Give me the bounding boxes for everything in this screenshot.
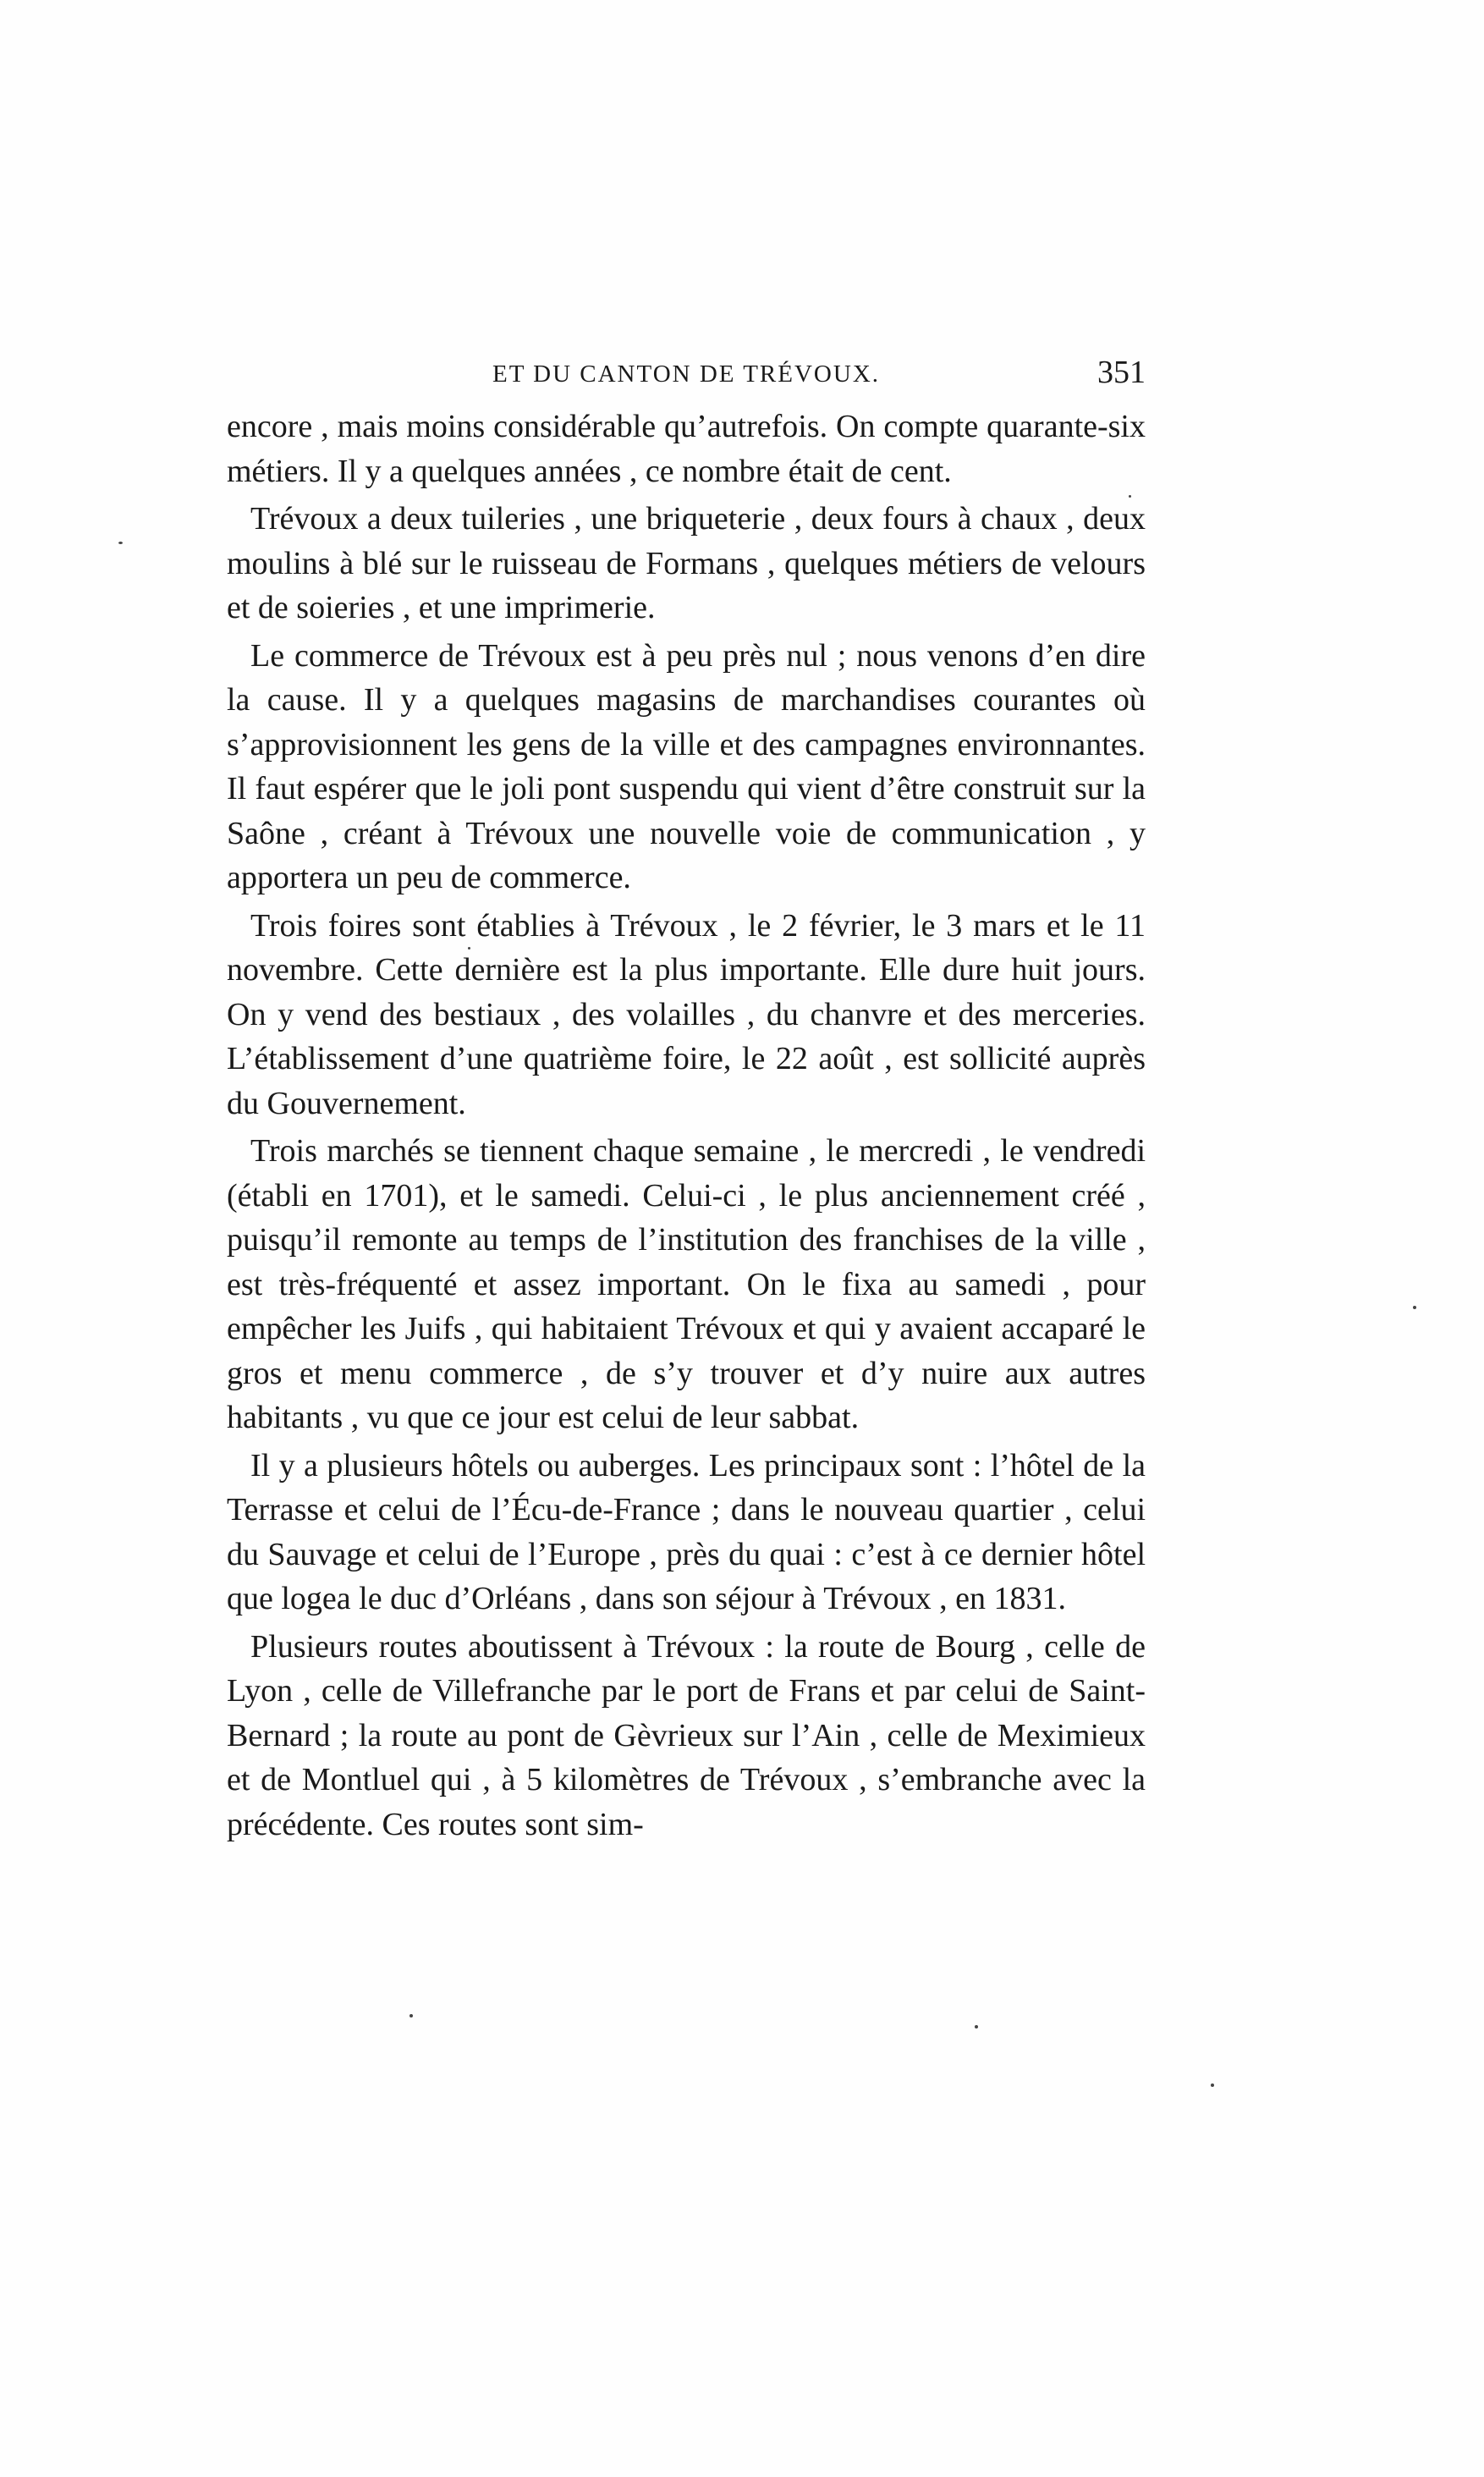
running-head [227, 354, 1146, 396]
scan-speck [1129, 495, 1131, 498]
scan-speck [118, 542, 123, 544]
running-title: ET DU CANTON DE TRÉVOUX. [492, 361, 881, 388]
scan-speck [468, 947, 470, 950]
paragraph: Le commerce de Trévoux est à peu près nul ; nous venons d’en dire la cause. Il y a quelques magasins de marchandises courantes où s’approvisionnent les gens de la ville et des campagnes environnantes. Il faut espérer que le joli pont suspendu qui vient d’être construit sur la Saône , créant à Trévoux une nouvelle voie de communication , y apportera un peu de commerce. [227, 637, 1146, 895]
paragraph: Plusieurs routes aboutissent à Trévoux : la route de Bourg , celle de Lyon , celle de Villefranche par le port de Frans et par celui de Saint-Bernard ; la route au pont de Gèvrieux sur l’Ain , celle de Meximieux et de Montluel qui , à 5 kilomètres de Trévoux , s’embranche avec la précédente. Ces routes sont sim- [227, 1628, 1146, 1842]
paragraph: Trois foires sont établies à Trévoux , le 2 février, le 3 mars et le 11 novembre. Cette dernière est la plus importante. Elle dure huit jours. On y vend des bestiaux , des volailles , du chanvre et des merceries. L’établissement d’une quatrième foire, le 22 août , est sollicité auprès du Gouvernement. [227, 907, 1146, 1121]
page-number: 351 [1097, 355, 1146, 390]
paragraph: Trévoux a deux tuileries , une briqueterie , deux fours à chaux , deux moulins à blé sur le ruisseau de Formans , quelques métiers de velours et de soieries , et une imprimerie. [227, 501, 1146, 625]
scan-speck [409, 2014, 413, 2017]
scan-speck [1211, 2083, 1214, 2087]
scan-speck [1413, 1306, 1416, 1309]
paragraph: encore , mais moins considérable qu’autrefois. On compte quarante-six métiers. Il y a quelques années , ce nombre était de cent. [227, 409, 1146, 489]
body-text [227, 405, 1146, 1850]
paragraph: Trois marchés se tiennent chaque semaine , le mercredi , le vendredi (établi en 1701), et le samedi. Celui-ci , le plus anciennement créé , puisqu’il remonte au temps de l’institution des franchises de la ville , est très-fréquenté et assez important. On le fixa au samedi , pour empêcher les Juifs , qui habitaient Trévoux et qui y avaient accaparé le gros et menu commerce , de s’y trouver et d’y nuire aux autres habitants , vu que ce jour est celui de leur sabbat. [227, 1133, 1146, 1435]
scan-speck [975, 2025, 978, 2028]
paragraph: Il y a plusieurs hôtels ou auberges. Les principaux sont : l’hôtel de la Terrasse et celui de l’Écu-de-France ; dans le nouveau quartier , celui du Sauvage et celui de l’Europe , près du quai : c’est à ce dernier hôtel que logea le duc d’Orléans , dans son séjour à Trévoux , en 1831. [227, 1447, 1146, 1616]
